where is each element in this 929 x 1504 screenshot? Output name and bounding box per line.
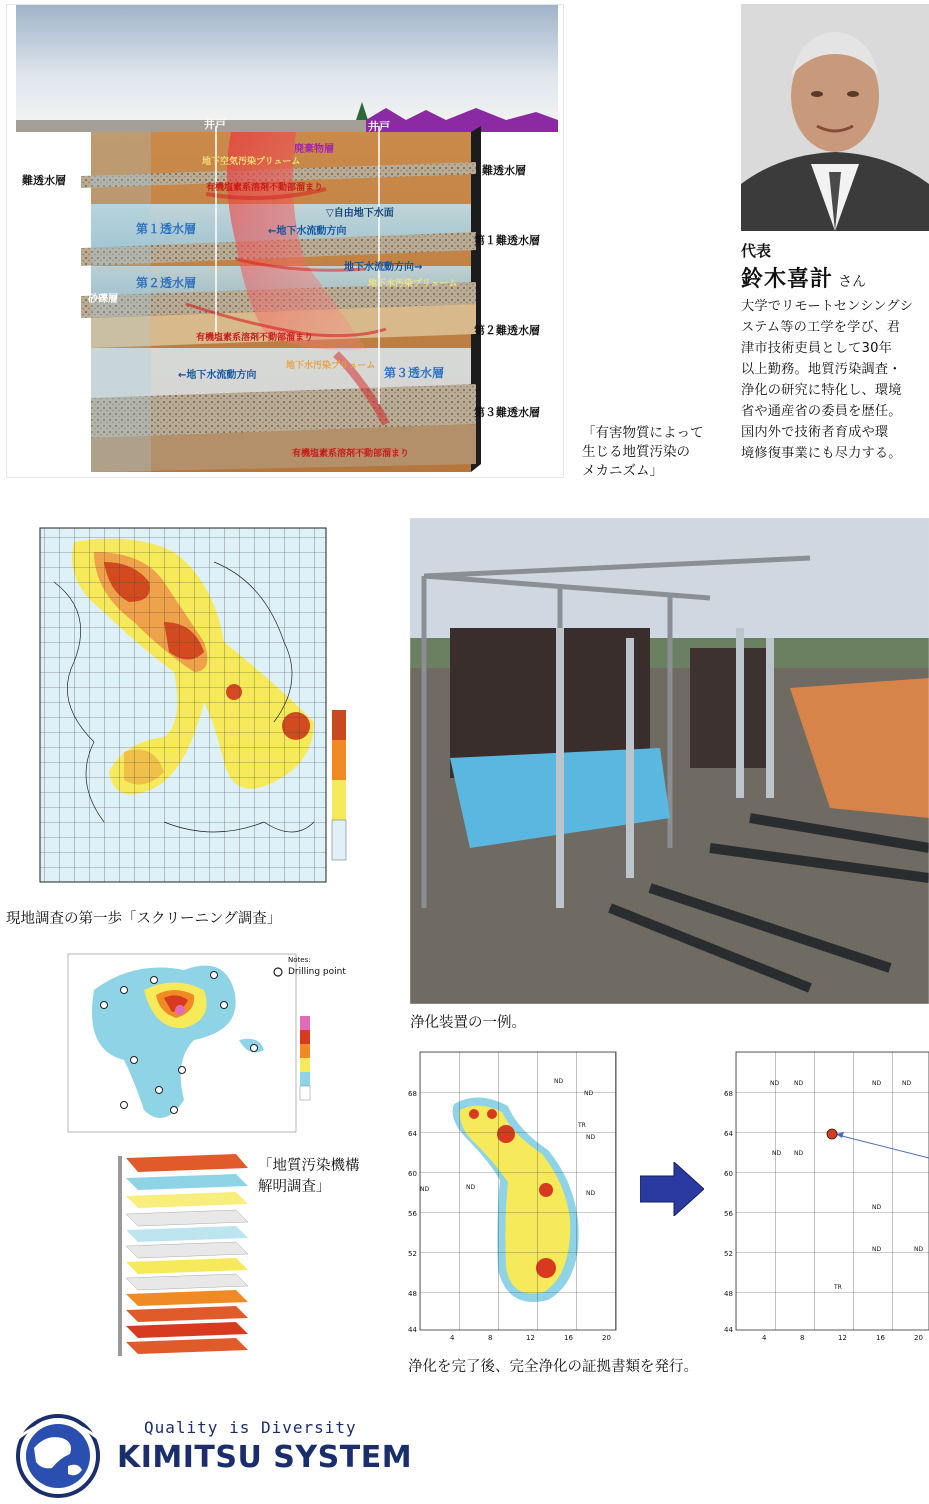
y-tick: 48 xyxy=(724,1290,733,1298)
before-cleanup-map xyxy=(408,1050,618,1344)
bio-line: ステム等の工学を学び、君 xyxy=(741,320,901,335)
water-plume-label: 地下水汚染プリューム xyxy=(286,361,376,371)
pool-label: 有機塩素系溶剤不動部溜まり xyxy=(292,449,410,459)
x-tick: 4 xyxy=(762,1334,767,1342)
point-label: ND xyxy=(420,1186,430,1193)
y-tick: 52 xyxy=(724,1250,733,1258)
kimitsu-globe-logo xyxy=(12,1410,104,1500)
logo-slogan: Quality is Diversity xyxy=(144,1418,357,1437)
well-label: 井戸 xyxy=(368,120,390,133)
bio-line: 省や通産省の委員を歴任。 xyxy=(741,404,902,419)
drilling-point-map xyxy=(64,950,354,1136)
x-tick: 12 xyxy=(526,1334,535,1342)
x-tick: 20 xyxy=(914,1334,923,1342)
drill-legend-bar xyxy=(300,1016,310,1100)
water-plume-label: 地下水汚染プリューム xyxy=(368,279,458,289)
aquitard-3-label: 第３難透水層 xyxy=(474,406,540,419)
x-tick: 16 xyxy=(564,1334,573,1342)
x-tick: 16 xyxy=(876,1334,885,1342)
y-tick: 56 xyxy=(724,1210,733,1218)
point-label: ND xyxy=(770,1080,780,1087)
y-tick: 68 xyxy=(408,1090,417,1098)
profile-name: 鈴木喜計 xyxy=(741,267,834,292)
flow-direction-3: ←地下水流動方向 xyxy=(178,370,257,381)
x-tick: 8 xyxy=(488,1334,493,1342)
point-label: TR xyxy=(834,1284,842,1291)
left-aquitard-label: 難透水層 xyxy=(22,174,66,187)
waste-layer-label: 廃棄物層 xyxy=(294,144,334,155)
aquitard-2-label: 第２難透水層 xyxy=(474,324,540,337)
y-tick: 68 xyxy=(724,1090,733,1098)
remaining-point xyxy=(827,1129,837,1139)
slice-stack xyxy=(126,1154,248,1354)
aquifer-1-label: 第１透水層 xyxy=(136,222,197,236)
point-label: ND xyxy=(466,1184,476,1191)
screening-legend xyxy=(332,710,346,860)
point-label: ND xyxy=(794,1150,804,1157)
y-tick: 64 xyxy=(408,1130,417,1138)
screening-caption: 現地調査の第一歩「スクリーニング調査」 xyxy=(6,911,282,927)
caption-line: 「有害物質によって xyxy=(582,425,704,441)
caption-line: メカニズム」 xyxy=(582,463,663,479)
caption-line: 生じる地質汚染の xyxy=(582,444,690,460)
gravel-label: 砂礫層 xyxy=(88,294,118,305)
bio-line: 以上勤務。地質汚染調査・ xyxy=(741,362,902,377)
point-label: ND xyxy=(554,1078,564,1085)
y-tick: 60 xyxy=(724,1170,733,1178)
point-label: TR xyxy=(578,1122,586,1129)
bio-line: 国内外で技術者育成や環 xyxy=(741,425,889,440)
point-label: ND xyxy=(586,1134,596,1141)
well-label: 井戸 xyxy=(204,118,226,131)
representative-portrait xyxy=(741,4,929,231)
mechanism-survey-caption xyxy=(258,1156,360,1198)
point-label: ND xyxy=(794,1080,804,1087)
y-tick: 48 xyxy=(408,1290,417,1298)
y-tick: 64 xyxy=(724,1130,733,1138)
right-aquitard-label: 難透水層 xyxy=(482,164,526,177)
flow-direction-1: ←地下水流動方向 xyxy=(268,226,347,237)
flow-direction-2: 地下水流動方向→ xyxy=(344,262,423,273)
bio-line: 境修復事業にも尽力する。 xyxy=(741,446,902,461)
bio-line: 大学でリモートセンシングシ xyxy=(741,299,914,314)
aquifer-2-label: 第２透水層 xyxy=(136,276,197,290)
right-arrow-icon xyxy=(640,1162,704,1216)
completion-caption: 浄化を完了後、完全浄化の証拠書類を発行。 xyxy=(408,1359,698,1375)
screening-contour-map xyxy=(14,522,354,904)
x-tick: 12 xyxy=(838,1334,847,1342)
y-tick: 52 xyxy=(408,1250,417,1258)
y-tick: 44 xyxy=(408,1326,417,1334)
point-label: ND xyxy=(914,1246,924,1253)
profile-honorific: さん xyxy=(838,274,867,290)
y-tick: 60 xyxy=(408,1170,417,1178)
point-label: ND xyxy=(772,1150,782,1157)
profile-role: 代表 xyxy=(741,242,772,260)
point-label: ND xyxy=(872,1204,882,1211)
aquitard-1-label: 第１難透水層 xyxy=(474,234,540,247)
x-tick: 20 xyxy=(602,1334,611,1342)
air-plume-label: 地下空気汚染プリューム xyxy=(202,157,301,167)
bio-line: 津市技術吏員として30年 xyxy=(741,341,893,356)
point-label: ND xyxy=(872,1080,882,1087)
purifier-caption: 浄化装置の一例。 xyxy=(410,1015,526,1031)
mechanism-caption xyxy=(582,424,704,481)
geology-mechanism-diagram xyxy=(6,4,564,478)
stacked-slices-3d xyxy=(116,1150,252,1372)
aquifer-3-label: 第３透水層 xyxy=(384,366,445,380)
purification-equipment-photo xyxy=(410,518,929,1004)
after-cleanup-map xyxy=(716,1050,929,1344)
caption-line: 解明調査」 xyxy=(258,1179,331,1195)
bio-line: 浄化の研究に特化し、環境 xyxy=(741,383,902,398)
drilling-point-icon xyxy=(274,968,282,976)
pool-label: 有機塩素系溶剤不動部溜まり xyxy=(196,333,314,343)
drilling-point-legend-label: Drilling point xyxy=(288,967,346,977)
caption-line: 「地質汚染機構 xyxy=(258,1158,360,1174)
point-label: ND xyxy=(586,1190,596,1197)
profile-name-row xyxy=(741,262,866,293)
point-label: ND xyxy=(584,1090,594,1097)
notes-label: Notes: xyxy=(288,956,311,964)
water-table-label: ▽自由地下水面 xyxy=(326,208,394,219)
y-tick: 56 xyxy=(408,1210,417,1218)
point-label: ND xyxy=(872,1246,882,1253)
point-label: ND xyxy=(902,1080,912,1087)
y-tick: 44 xyxy=(724,1326,733,1334)
x-tick: 8 xyxy=(800,1334,805,1342)
pool-label: 有機塩素系溶剤不動部溜まり xyxy=(206,183,324,193)
profile-bio xyxy=(741,296,929,464)
sky xyxy=(16,4,558,126)
x-tick: 4 xyxy=(450,1334,455,1342)
logo-brand: KIMITSU SYSTEM xyxy=(117,1440,413,1475)
